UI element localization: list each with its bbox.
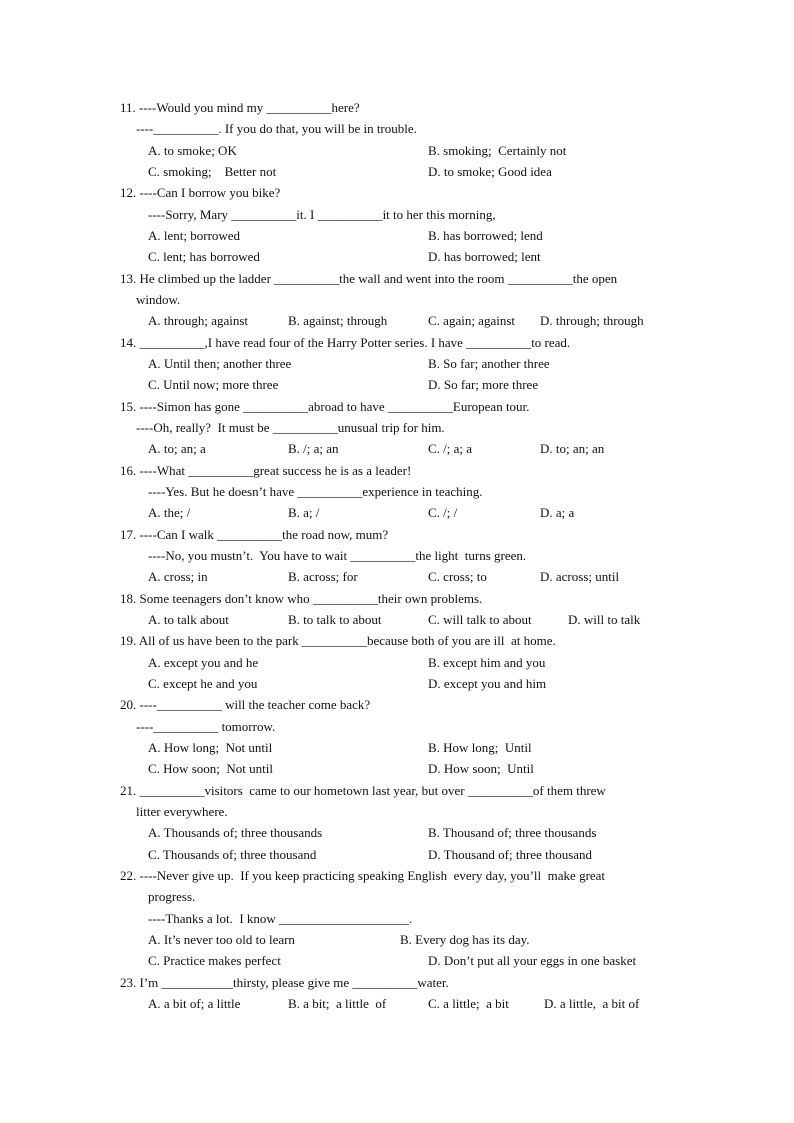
question-17-option-a[interactable]: A. cross; in: [148, 569, 208, 584]
question-14-option-d[interactable]: D. So far; more three: [428, 377, 539, 392]
question-16-option-b[interactable]: B. a; /: [288, 505, 320, 520]
question-14-stem: 14. __________,I have read four of the Harry Potter series. I have __________to read.: [120, 335, 571, 350]
question-19-option-b[interactable]: B. except him and you: [428, 655, 546, 670]
question-17-stem: 17. ----Can I walk __________the road now, mum?: [120, 527, 389, 542]
question-12-option-c[interactable]: C. lent; has borrowed: [148, 249, 260, 264]
question-16-option-a[interactable]: A. the; /: [148, 505, 191, 520]
question-17-reply: ----No, you mustn’t. You have to wait __________the light turns green.: [148, 548, 527, 563]
question-16-stem: 16. ----What __________great success he is as a leader!: [120, 463, 412, 478]
question-17-option-b[interactable]: B. across; for: [288, 569, 358, 584]
question-22-stem: 22. ----Never give up. If you keep practicing speaking English every day, you’ll make great: [120, 868, 606, 883]
question-13-option-d[interactable]: D. through; through: [540, 313, 644, 328]
question-23-option-b[interactable]: B. a bit; a little of: [288, 996, 387, 1011]
question-13-option-a[interactable]: A. through; against: [148, 313, 249, 328]
question-21-option-a[interactable]: A. Thousands of; three thousands: [148, 825, 323, 840]
question-22-option-a[interactable]: A. It’s never too old to learn: [148, 932, 295, 947]
question-14-option-b[interactable]: B. So far; another three: [428, 356, 550, 371]
question-18-option-b[interactable]: B. to talk to about: [288, 612, 382, 627]
question-15-option-a[interactable]: A. to; an; a: [148, 441, 206, 456]
question-13-option-b[interactable]: B. against; through: [288, 313, 388, 328]
question-16-option-c[interactable]: C. /; /: [428, 505, 458, 520]
question-11-option-c[interactable]: C. smoking; Better not: [148, 164, 277, 179]
question-20-option-d[interactable]: D. How soon; Until: [428, 761, 534, 776]
question-23-option-d[interactable]: D. a little, a bit of: [544, 996, 640, 1011]
question-15-reply: ----Oh, really? It must be __________unusual trip for him.: [136, 420, 445, 435]
question-14-option-a[interactable]: A. Until then; another three: [148, 356, 292, 371]
question-22-reply: ----Thanks a lot. I know ____________________.: [148, 911, 413, 926]
question-20-option-c[interactable]: C. How soon; Not until: [148, 761, 273, 776]
question-12-option-b[interactable]: B. has borrowed; lend: [428, 228, 543, 243]
question-18-option-d[interactable]: D. will to talk: [568, 612, 641, 627]
question-20-option-a[interactable]: A. How long; Not until: [148, 740, 273, 755]
question-21-option-d[interactable]: D. Thousand of; three thousand: [428, 847, 593, 862]
question-15-option-c[interactable]: C. /; a; a: [428, 441, 473, 456]
question-18-stem: 18. Some teenagers don’t know who __________their own problems.: [120, 591, 483, 606]
question-19-stem: 19. All of us have been to the park __________because both of you are ill at home.: [120, 633, 556, 648]
question-15-option-b[interactable]: B. /; a; an: [288, 441, 339, 456]
question-22-option-c[interactable]: C. Practice makes perfect: [148, 953, 281, 968]
question-12-reply: ----Sorry, Mary __________it. I __________it to her this morning,: [148, 207, 496, 222]
question-17-option-c[interactable]: C. cross; to: [428, 569, 487, 584]
question-14-option-c[interactable]: C. Until now; more three: [148, 377, 279, 392]
question-12-stem: 12. ----Can I borrow you bike?: [120, 185, 281, 200]
question-11-option-b[interactable]: B. smoking; Certainly not: [428, 143, 567, 158]
question-13-stem: 13. He climbed up the ladder __________the wall and went into the room __________the open: [120, 271, 618, 286]
question-11-option-a[interactable]: A. to smoke; OK: [148, 143, 237, 158]
question-11-stem: 11. ----Would you mind my __________here?: [120, 100, 360, 115]
question-21-option-b[interactable]: B. Thousand of; three thousands: [428, 825, 597, 840]
question-21-stem-cont: litter everywhere.: [136, 804, 228, 819]
question-23-stem: 23. I’m ___________thirsty, please give me __________water.: [120, 975, 449, 990]
question-12-option-a[interactable]: A. lent; borrowed: [148, 228, 241, 243]
question-21-option-c[interactable]: C. Thousands of; three thousand: [148, 847, 317, 862]
question-11-reply: ----__________. If you do that, you will be in trouble.: [136, 121, 417, 136]
question-18-option-c[interactable]: C. will talk to about: [428, 612, 532, 627]
question-13-stem-cont: window.: [136, 292, 181, 307]
question-22-stem-cont: progress.: [148, 889, 196, 904]
question-16-option-d[interactable]: D. a; a: [540, 505, 575, 520]
question-19-option-c[interactable]: C. except he and you: [148, 676, 258, 691]
question-11-option-d[interactable]: D. to smoke; Good idea: [428, 164, 552, 179]
question-23-option-c[interactable]: C. a little; a bit: [428, 996, 509, 1011]
question-15-stem: 15. ----Simon has gone __________abroad to have __________European tour.: [120, 399, 530, 414]
question-20-stem: 20. ----__________ will the teacher come back?: [120, 697, 371, 712]
question-13-option-c[interactable]: C. again; against: [428, 313, 516, 328]
question-23-option-a[interactable]: A. a bit of; a little: [148, 996, 241, 1011]
question-20-reply: ----__________ tomorrow.: [136, 719, 276, 734]
question-16-reply: ----Yes. But he doesn’t have __________experience in teaching.: [148, 484, 483, 499]
question-20-option-b[interactable]: B. How long; Until: [428, 740, 532, 755]
question-21-stem: 21. __________visitors came to our hometown last year, but over __________of them threw: [120, 783, 606, 798]
question-19-option-d[interactable]: D. except you and him: [428, 676, 547, 691]
question-12-option-d[interactable]: D. has borrowed; lent: [428, 249, 541, 264]
question-19-option-a[interactable]: A. except you and he: [148, 655, 259, 670]
question-17-option-d[interactable]: D. across; until: [540, 569, 620, 584]
question-22-option-d[interactable]: D. Don’t put all your eggs in one basket: [428, 953, 637, 968]
question-15-option-d[interactable]: D. to; an; an: [540, 441, 605, 456]
question-18-option-a[interactable]: A. to talk about: [148, 612, 229, 627]
question-22-option-b[interactable]: B. Every dog has its day.: [400, 932, 530, 947]
